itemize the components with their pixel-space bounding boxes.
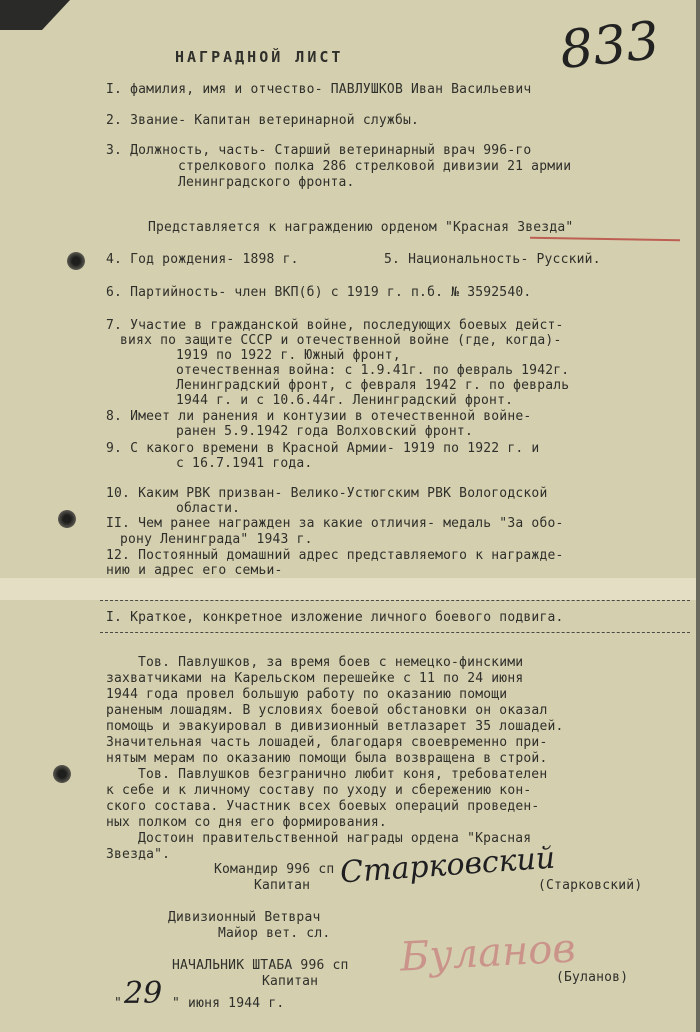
field-home-address-line-1: 12. Постоянный домашний адрес представляемого к награжде- <box>106 548 564 563</box>
fold-line <box>100 632 690 633</box>
chief-of-staff-name: (Буланов) <box>556 970 629 985</box>
date-open-quote: " <box>114 996 123 1011</box>
feat-text-line-6: Значительная часть лошадей, благодаря своевременно при- <box>106 735 548 750</box>
vet-rank: Майор вет. сл. <box>218 926 331 941</box>
field-previous-awards-line-1: II. Чем ранее награжден за какие отличия- медаль "За обо- <box>106 516 564 531</box>
field-home-address-line-2: нию и адрес его семьи- <box>106 563 283 578</box>
section-heading-feat: I. Краткое, конкретное изложение личного боевого подвига. <box>106 610 564 625</box>
chief-of-staff-rank: Капитан <box>262 974 319 989</box>
field-birth-year: 4. Год рождения- 1898 г. <box>106 252 299 267</box>
red-pencil-underline <box>530 237 680 242</box>
commander-title: Командир 996 сп <box>214 862 335 877</box>
field-position-line-3: Ленинградского фронта. <box>178 175 355 190</box>
feat-text-line-2: захватчиками на Карельском перешейке с 11 по 24 июня <box>106 671 524 686</box>
paper-fold-light-band <box>0 578 696 600</box>
vet-title: Дивизионный Ветврач <box>168 910 321 925</box>
field-war-service-line-5: Ленинградский фронт, с февраля 1942 г. по февраль <box>176 378 570 393</box>
field-army-since-line-1: 9. С какого времени в Красной Армии- 1919 по 1922 г. и <box>106 441 540 456</box>
field-war-service-line-4: отечественная война: с 1.9.41г. по февраль 1942г. <box>176 363 570 378</box>
commander-name: (Старковский) <box>538 878 643 893</box>
field-wounds-line-1: 8. Имеет ли ранения и контузии в отечественной войне- <box>106 409 532 424</box>
punch-hole <box>67 252 85 270</box>
field-nationality: 5. Национальность- Русский. <box>384 252 601 267</box>
field-war-service-line-1: 7. Участие в гражданской войне, последующих боевых дейст- <box>106 318 564 333</box>
punch-hole <box>58 510 76 528</box>
commander-rank: Капитан <box>254 878 311 893</box>
award-presented-line: Представляется к награждению орденом "Красная Звезда" <box>148 220 574 235</box>
chief-of-staff-signature: Буланов <box>398 925 577 981</box>
punch-hole <box>53 765 71 783</box>
field-war-service-line-3: 1919 по 1922 г. Южный фронт, <box>176 348 401 363</box>
field-drafted-by-line-1: 10. Каким РВК призван- Велико-Устюгским РВК Вологодской <box>106 486 548 501</box>
feat-text-line-3: 1944 года провел большую работу по оказанию помощи <box>106 687 508 702</box>
document-title: НАГРАДНОЙ ЛИСТ <box>175 48 344 66</box>
feat-text-line-13: Звезда". <box>106 847 171 862</box>
feat-text-line-10: ского состава. Участник всех боевых операций проведен- <box>106 799 540 814</box>
feat-text-line-5: помощь и эвакуировал в дивизионный ветлазарет 35 лошадей. <box>106 719 564 734</box>
feat-text-line-4: раненым лошадям. В условиях боевой обстановки он оказал <box>106 703 548 718</box>
field-party: 6. Партийность- член ВКП(б) с 1919 г. п.б. № 3592540. <box>106 285 532 300</box>
field-army-since-line-2: с 16.7.1941 года. <box>176 456 313 471</box>
date-month-year: " июня 1944 г. <box>172 996 285 1011</box>
field-wounds-line-2: ранен 5.9.1942 года Волховский фронт. <box>176 424 473 439</box>
commander-signature: Старковский <box>339 840 557 891</box>
feat-text-line-12: Достоин правительственной награды ордена "Красная <box>138 831 532 846</box>
field-war-service-line-6: 1944 г. и с 10.6.44г. Ленинградский фронт. <box>176 393 514 408</box>
date-day-handwritten: 29 <box>124 976 163 1011</box>
feat-text-line-9: к себе и к личному составу по уходу и сбережению кон- <box>106 783 532 798</box>
field-position-line-2: стрелкового полка 286 стрелковой дивизии 21 армии <box>178 159 572 174</box>
field-drafted-by-line-2: области. <box>176 501 241 516</box>
field-war-service-line-2: виях по защите СССР и отечественной войне (где, когда)- <box>120 333 562 348</box>
field-previous-awards-line-2: рону Ленинграда" 1943 г. <box>120 532 313 547</box>
feat-text-line-11: ных полком со дня его формирования. <box>106 815 387 830</box>
field-full-name: I. фамилия, имя и отчество- ПАВЛУШКОВ Иван Васильевич <box>106 82 532 97</box>
field-rank: 2. Звание- Капитан ветеринарной службы. <box>106 113 420 128</box>
feat-text-line-7: нятым мерам по оказанию помощи была возвращена в строй. <box>106 751 548 766</box>
feat-text-line-1: Тов. Павлушков, за время боев с немецко-финскими <box>138 655 524 670</box>
handwritten-sheet-number: 833 <box>557 10 663 82</box>
feat-text-line-8: Тов. Павлушков безгранично любит коня, требователен <box>138 767 548 782</box>
chief-of-staff-title: НАЧАЛЬНИК ШТАБА 996 сп <box>172 958 349 973</box>
field-position-line-1: 3. Должность, часть- Старший ветеринарный врач 996-го <box>106 143 532 158</box>
fold-line <box>100 600 690 601</box>
